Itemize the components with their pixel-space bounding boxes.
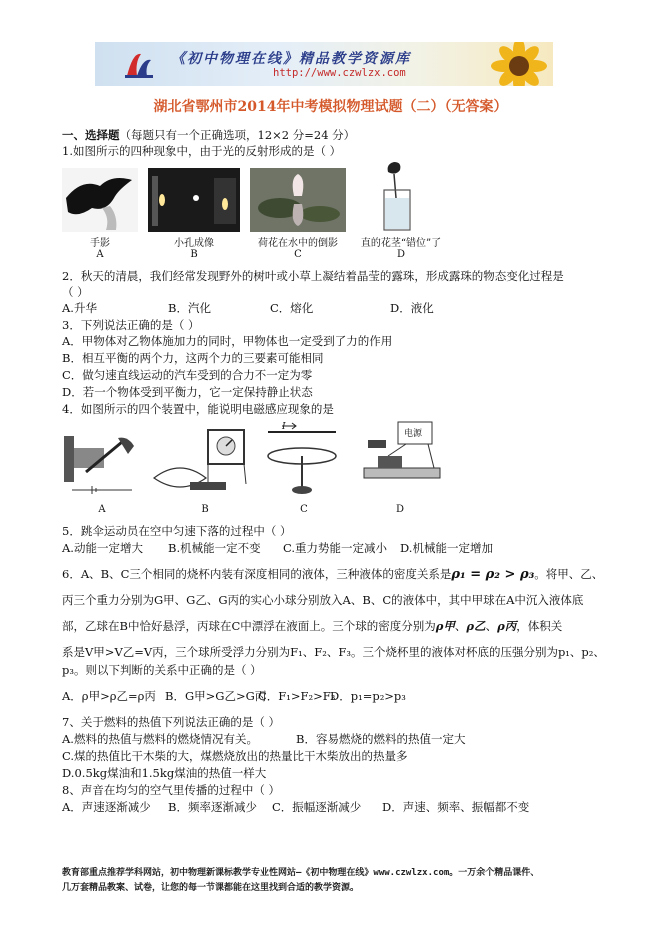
- question-5-stem: 5．跳伞运动员在空中匀速下落的过程中（ ）: [62, 524, 292, 538]
- q2-option-c: C．熔化: [270, 301, 314, 315]
- section-title: 一、选择题: [62, 128, 120, 142]
- figure-letter: C: [300, 504, 308, 515]
- q2-option-a: A.升华: [62, 301, 97, 315]
- q6-text: 。将甲、乙、: [534, 567, 604, 581]
- q6-text: ，体积关: [516, 619, 563, 633]
- q5-option-d: D.机械能一定增加: [400, 541, 493, 555]
- q5-option-c: C.重力势能一定减小: [283, 541, 388, 555]
- figure-device-d: [358, 420, 446, 500]
- q3-option-d: D．若一个物体受到平衡力，它一定保持静止状态: [62, 385, 313, 399]
- q7-option-b: B．容易燃烧的燃料的热值一定大: [296, 732, 466, 746]
- rho-label: ρ乙: [466, 619, 486, 633]
- q7-option-d: D.0.5kg煤油和1.5kg煤油的热值一样大: [62, 766, 267, 780]
- caption-text: 荷花在水中的倒影: [258, 238, 338, 249]
- q8-option-c: C．振幅逐渐减少: [272, 800, 362, 814]
- rho-label: ρ丙: [497, 619, 517, 633]
- question-7-stem: 7、关于燃料的热值下列说法正确的是（ ）: [62, 715, 280, 729]
- banner-url: http://www.czwlzx.com: [273, 67, 406, 79]
- power-supply-label: 电源: [404, 429, 423, 439]
- figure-letter: B: [201, 504, 209, 515]
- caption-letter: C: [294, 249, 302, 260]
- question-2-blank: （ ）: [62, 285, 89, 299]
- footer-line: 几万套精品教案、试卷，让您的每一节课都能在这里找到合适的教学资源。: [62, 883, 360, 893]
- caption-text: 手影: [90, 238, 110, 249]
- banner-title: 《初中物理在线》精品教学资源库: [171, 51, 411, 67]
- question-6-line-1: [62, 566, 603, 583]
- figure-caption: [346, 234, 456, 260]
- page-footer: [62, 866, 622, 896]
- figure-lotus-reflection: [250, 168, 346, 232]
- q6-option-c: C．F₁>F₂>F₃: [258, 689, 336, 703]
- caption-text: 小孔成像: [174, 238, 214, 249]
- q2-option-d: D．液化: [390, 301, 434, 315]
- question-8-stem: 8、声音在均匀的空气里传播的过程中（ ）: [62, 783, 280, 797]
- question-6-line-4: 系是V甲>V乙=V丙，三个球所受浮力分别为F₁、F₂、F₃。三个烧杯里的液体对杯底的压强分别为p₁、p₂、: [62, 645, 605, 659]
- figure-bent-stem: [372, 160, 422, 234]
- question-3-stem: 3．下列说法正确的是（ ）: [62, 318, 200, 332]
- caption-letter: A: [96, 249, 104, 260]
- question-1-stem: 1.如图所示的四种现象中，由于光的反射形成的是（ ）: [62, 144, 342, 158]
- q3-option-a: A．甲物体对乙物体施加力的同时，甲物体也一定受到了力的作用: [62, 334, 393, 348]
- q6-option-b: B．G甲>G乙>G丙: [165, 689, 267, 703]
- q6-option-d: D．p₁=p₂>p₃: [330, 689, 406, 703]
- figure-device-c: [262, 422, 342, 500]
- question-6-line-5: p₃。则以下判断的关系中正确的是（ ）: [62, 663, 262, 677]
- figure-caption: [62, 234, 138, 260]
- figure-pinhole-imaging: [148, 168, 240, 232]
- q8-option-d: D．声速、频率、振幅都不变: [382, 800, 530, 814]
- q7-option-a: A.燃料的热值与燃料的燃烧情况有关。: [62, 732, 258, 746]
- question-6-line-2: 丙三个重力分别为G甲、G乙、G丙的实心小球分别放入A、B、C的液体中，其中甲球在A中沉入液体底: [62, 593, 584, 607]
- caption-text: 直的花茎“错位”了: [360, 238, 442, 249]
- q7-option-c: C.煤的热值比干木柴的大，煤燃烧放出的热量比干木柴放出的热量多: [62, 749, 408, 763]
- q3-option-b: B．相互平衡的两个力，这两个力的三要素可能相同: [62, 351, 324, 365]
- site-logo-icon: [123, 48, 155, 80]
- section-heading: [62, 127, 355, 143]
- q2-option-b: B．汽化: [168, 301, 211, 315]
- rho-label: ρ甲: [435, 619, 455, 633]
- figure-hand-shadow: [62, 168, 138, 232]
- question-2-stem: 2．秋天的清晨，我们经常发现野外的树叶或小草上凝结着晶莹的露珠，形成露珠的物态变化过程是: [62, 269, 564, 283]
- density-relation: ρ₁ = ρ₂ > ρ₃: [451, 567, 535, 582]
- q5-option-b: B.机械能一定不变: [168, 541, 261, 555]
- figure-caption: [250, 234, 346, 260]
- document-title: 湖北省鄂州市2014年中考模拟物理试题（二）（无答案）: [153, 99, 508, 115]
- figure-device-b: [150, 428, 260, 500]
- figure-letter: D: [395, 504, 405, 515]
- section-note: （每题只有一个正确选项，12×2 分=24 分）: [119, 128, 356, 142]
- footer-line: 教育部重点推荐学科网站，初中物理新课标教学专业性网站—《初中物理在线》www.czwlzx.com。一万余个精品课件、: [62, 868, 540, 878]
- caption-letter: D: [396, 249, 406, 260]
- current-label: I: [282, 422, 286, 432]
- q3-option-c: C．做匀速直线运动的汽车受到的合力不一定为零: [62, 368, 313, 382]
- figure-caption: [148, 234, 240, 260]
- q5-option-a: A.动能一定增大: [62, 541, 143, 555]
- figure-letter: A: [98, 504, 106, 515]
- q6-text: 6．A、B、C三个相同的烧杯内装有深度相同的液体，三种液体的密度关系是: [62, 567, 452, 581]
- header-banner: [95, 42, 553, 86]
- caption-letter: B: [190, 249, 198, 260]
- figure-device-a: [62, 428, 142, 500]
- question-6-line-3: 部，乙球在B中恰好悬浮，丙球在C中漂浮在液面上。三个球的密度分别为ρ甲、ρ乙、ρ丙，体积关: [62, 619, 563, 633]
- q8-option-b: B．频率逐渐减少: [168, 800, 257, 814]
- question-4-stem: 4．如图所示的四个装置中，能说明电磁感应现象的是: [62, 402, 334, 416]
- q6-text: 部，乙球在B中恰好悬浮，丙球在C中漂浮在液面上。三个球的密度分别为: [62, 619, 436, 633]
- q8-option-a: A．声速逐渐减少: [62, 800, 151, 814]
- sunflower-icon: [489, 42, 549, 86]
- q6-option-a: A．ρ甲>ρ乙=ρ丙: [62, 689, 156, 703]
